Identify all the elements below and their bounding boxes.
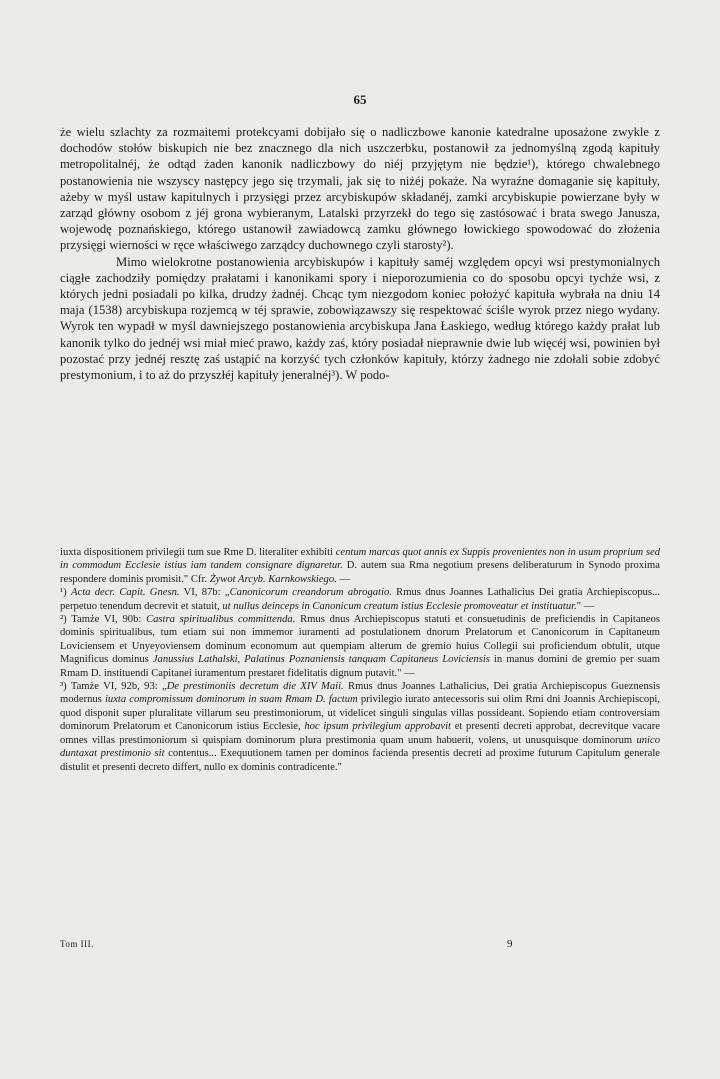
footnote-marker: ³) <box>60 681 67 693</box>
footnote-marker: ²) <box>60 614 67 626</box>
footnote-text: et presenti decreti approbat, decrevitque vacare omnes villas prestimoniorum si quispiam dominorum plura prestimonia quam unum habuerit, volens, ut unusquisque dominorum <box>60 721 660 746</box>
footnote-italic: Canonicorum creandorum abrogatio. <box>229 587 392 599</box>
footnote-text: Tamże VI, 90b: <box>66 614 147 626</box>
footnote-text: Tamże VI, 92b, 93: „ <box>66 681 167 693</box>
page-footer <box>60 939 660 955</box>
footnote-italic: unico duntaxat prestimonio sit <box>60 734 660 760</box>
footnote-text: iuxta dispositionem privilegii tum sue Rme D. literaliter exhibiti <box>60 547 336 558</box>
footnote-text: D. autem sua Rma negotium presens deliberaturum in Synodo proxima respondere dominis promisit." Cfr. <box>60 560 660 585</box>
paragraph: Mimo wielokrotne postanowienia arcybiskupów i kapituły saméj względem opcyi wsi prestymonialnych ciągłe zachodziły pomiędzy prałatami i kanonikami spory i nieporozumienia co do sposobu opcyi tychże wsi, z których jedni posiadali po kilka, drudzy żadnéj. Chcąc tym niezgodom koniec położyć kapituła wybrała na dniu 14 maja (1538) arcybiskupa rozjemcą w téj sprawie, zobowiązawszy się respektować ściśle wyrok przez niego wydany. Wyrok ten wypadł w myśl dawniejszego postanowienia arcybiskupa Jana Łaskiego, według którego każdy prałat lub kanonik tylko do jednéj wsi miał mieć prawo, każdy zaś, który posiadał nieprawnie dwie lub więcéj wsi, powinien był pozostać przy jednéj resztę zaś ustąpić na korzyść tych członków kapituły, którzy żadnego nie zdołali sobie zdobyć prestymonium, i to aż do przyszłéj kapituły jeneralnéj³). W podo- <box>60 254 660 383</box>
volume-signature: Tom III. <box>60 939 94 949</box>
footnote-italic: Żywot Arcyb. Karnkowskiego. <box>209 573 337 585</box>
footnote-italic: De prestimoniis decretum die XIV Maii. <box>166 681 344 693</box>
footnote-text: Rmus dnus Joannes Lathalicius, Dei gratia Archiepiscopus Gueznensis modernus <box>60 681 660 706</box>
footnote-1 <box>60 586 660 613</box>
footnotes <box>60 546 660 774</box>
footnote-text: Rmus dnus Archiepiscopus statuti et consuetudinis de preficiendis in Capitaneos dominis spiritualibus, tum etiam sui non immemor iuramenti ad postulationem dnorum Prelatorum et Canonicorum in Capitaneum Loviciensem et Unyeyoviensem dominum economum aut quempiam alterum de gremio huius Collegii sui proficiendum obtulit, utque Magnificus dominus <box>60 614 661 666</box>
page-number: 65 <box>353 92 367 107</box>
footnote-3 <box>60 680 660 774</box>
sheet-number: 9 <box>507 938 513 950</box>
footnote-italic: Acta decr. Capit. Gnesn. <box>71 587 180 599</box>
footnote-text: " — <box>576 600 595 612</box>
footnote-text: Rmus dnus Joannes Lathalicius Dei gratia Archiepiscopus... perpetuo tenendum decrevit et statuit, <box>60 587 660 612</box>
footnote-text: privilegio iurato antecessoris sui olim Rmi dni Joannis Archiepiscopi, quod disponit super pluralitate villarum seu prestimoniorum, ut videlicet singuli singulas villas possideant. Sopiendo etiam controversiam dominorum Prelatorum et Canonicorum istius Ecclesie, <box>60 694 661 733</box>
footnote-italic: iuxta compromissum dominorum in suam Rmam D. factum <box>104 694 358 706</box>
footnote-italic: hoc ipsum privilegium approbavit <box>304 721 451 733</box>
footnote-italic: Castra spiritualibus committenda. <box>146 614 296 626</box>
main-text <box>60 124 660 383</box>
paragraph: że wielu szlachty za rozmaitemi protekcyami dobijało się o nadliczbowe kanonie katedralne uposażone zwykle z dochodów stołów biskupich nie bez znacznego dla nich uszczerbku, postanowił za jednomyślną zgodą kapituły metropolitalnéj, że odtąd żaden kanonik nadliczbowy do niéj przyjętym nie będzie¹), którego chwalebnego postanowienia nie wszyscy następcy jego się trzymali, jak się to niżéj pokaże. Na wyraźne domaganie się kapituły, ażeby w myśl ustaw kapitulnych i przysięgi przez arcybiskupów składanéj, zamki arcybiskupie powierzane były w zarząd główny osobom z jéj grona wybieranym, Latalski przyrzekł do tego się zastósować i brata swego Janusza, wojewodę poznańskiego, którego ustanowił zawiadowcą zamku głównego łowickiego spowodować do złożenia przysięgi wierności w ręce właściwego zarządcy duchownego czyli starosty²). <box>60 125 660 253</box>
footnote-text: in manus domini de gremio per suam Rmam D. instituendi Capitanei iuramentum prestaret fidelitatis dignum putavit." — <box>60 654 660 679</box>
footnote-italic: Janussius Lathalski, Palatinus Poznaniensis tanquam Capitaneus Loviciensis <box>152 654 490 666</box>
footnote-text: VI, 87b: „ <box>179 587 230 599</box>
footnote-marker: ¹) <box>60 587 67 599</box>
footnote-text: contentus... Exequutionem tamen per dominos facienda presentis decreti ad proxime futurum Capitulum generale distulit et presenti decreto differt, nullo ex dominis contradicente." <box>60 748 660 773</box>
footnote-continuation <box>60 546 660 586</box>
footnote-2 <box>60 613 660 680</box>
footnote-italic: centum marcas quot annis ex Suppis provenientes non in usum proprium sed in commodum Ecclesie istius iam tandem consignare dignaretur. <box>60 547 660 572</box>
footnote-text: — <box>336 573 351 585</box>
footnote-italic: ut nullus deinceps in Canonicum creatum istius Ecclesie promoveatur et instituatur. <box>222 600 577 612</box>
